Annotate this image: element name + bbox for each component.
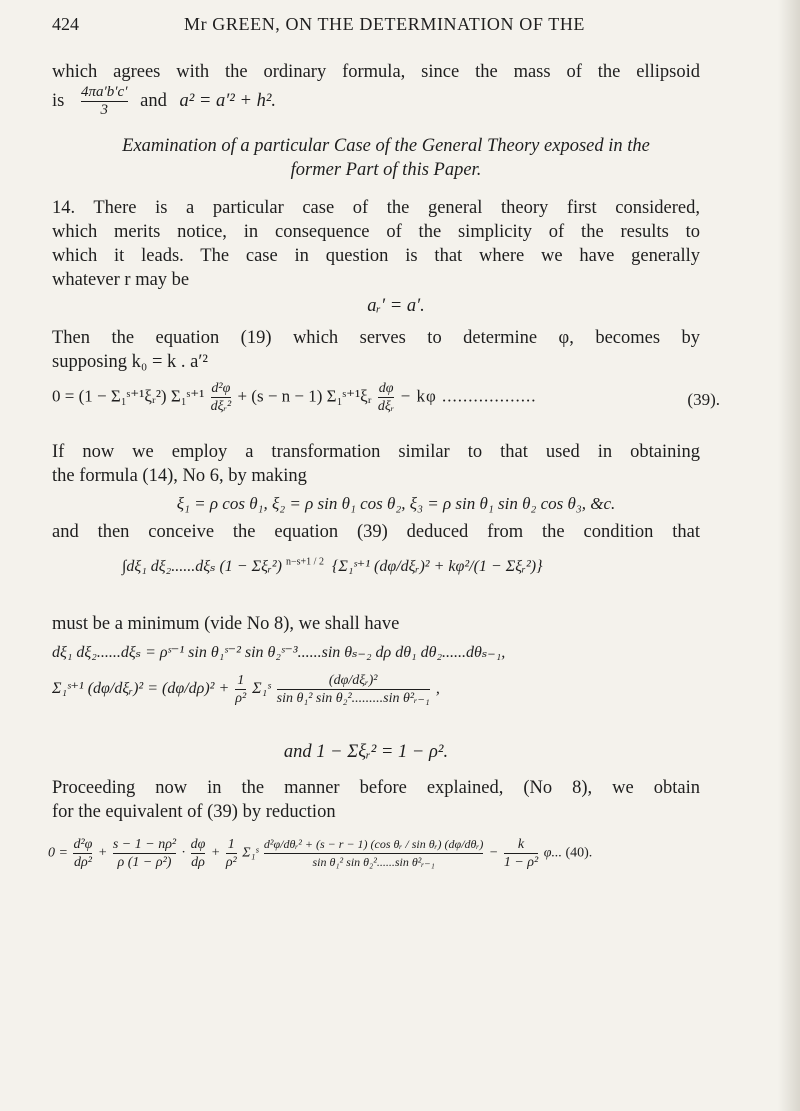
- eq40-t2: [113, 836, 176, 871]
- eq39-frac2-num: dφ: [378, 381, 394, 396]
- eq40-start: 0 =: [48, 845, 68, 861]
- grad-num: (dφ/dξᵣ)²: [328, 673, 378, 688]
- mass-denominator: 3: [81, 101, 128, 119]
- eq39-frac1-num: d²φ: [211, 381, 231, 396]
- eq40-t2-den: ρ (1 − ρ²): [113, 853, 176, 871]
- eq40-minus: −: [488, 845, 499, 861]
- grad-coef-den: ρ²: [235, 691, 247, 706]
- eq40-t1-num: d²φ: [73, 837, 93, 852]
- grad-lhs: Σ₁ˢ⁺¹ (dφ/dξᵣ)² = (dφ/dρ)² +: [52, 680, 230, 698]
- eq40-number: (40).: [565, 845, 593, 861]
- transform-line1: If now we employ a transformation similar to that used in obtaining: [52, 442, 700, 462]
- eq40-plus2: +: [210, 845, 221, 861]
- eq40-t4-den: 1 − ρ²: [503, 855, 539, 870]
- para14-line2: which merits notice, in consequence of the simplicity of the results to: [52, 222, 700, 242]
- transform-line3: and then conceive the equation (39) deduced from the condition that: [52, 522, 700, 542]
- eq40-t1: [73, 836, 92, 871]
- eq40-big-fraction: [264, 836, 483, 871]
- eq40-t2b: [191, 836, 206, 871]
- substitution-equations: ξ₁ = ρ cos θ₁, ξ₂ = ρ sin θ₁ cos θ₂, ξ₃ = ρ sin θ₁ sin θ₂ cos θ₃, &c.: [176, 494, 616, 513]
- equation-39: [52, 380, 720, 420]
- eq40-t1-den: dρ²: [73, 855, 92, 870]
- grad-sum: Σ₁ˢ: [252, 680, 271, 698]
- para14-line1: 14. There is a particular case of the general theory first considered,: [52, 198, 700, 218]
- eq40-dot: ·: [181, 845, 186, 861]
- eq39-frac1: [211, 380, 232, 415]
- integral-brace: {Σ₁ˢ⁺¹ (dφ/dξᵣ)² + kφ²/(1 − Σξᵣ²)}: [331, 558, 543, 575]
- gradient-equation: [52, 672, 720, 722]
- grad-coef: [235, 672, 246, 707]
- then-line1: Then the equation (19) which serves to determine φ, becomes by: [52, 328, 700, 348]
- mass-formula-line: [52, 84, 700, 118]
- eq40-sum: Σ₁ˢ: [242, 845, 259, 861]
- eq39-lhs: 0 = (1 − Σ₁ˢ⁺¹ξᵣ²) Σ₁ˢ⁺¹: [52, 386, 205, 406]
- eq40-t2-num: s − 1 − nρ²: [112, 837, 177, 852]
- eq40-t4: [504, 836, 538, 871]
- grad-fraction: [277, 672, 430, 707]
- and-word: and: [140, 90, 167, 111]
- eq39-tail: − kφ ..................: [400, 386, 537, 406]
- eq40-plus1: +: [97, 845, 108, 861]
- page-edge-shadow: [778, 0, 800, 1111]
- proceed-line2: for the equivalent of (39) by reduction: [52, 802, 336, 822]
- mass-numerator: 4πa′b′c′: [80, 84, 128, 100]
- integral-expression: ∫dξ₁ dξ₂......dξₛ (1 − Σξᵣ²): [122, 558, 282, 575]
- eq39-frac2-den: dξᵣ: [377, 399, 395, 414]
- minimum-line: must be a minimum (vide No 8), we shall have: [52, 614, 400, 634]
- eq40-t3-den: ρ²: [225, 855, 237, 870]
- grad-coef-num: 1: [237, 673, 245, 688]
- equation-ar: aᵣ′ = a′.: [367, 296, 425, 316]
- equation-40: [48, 836, 776, 896]
- proceed-line1: Proceeding now in the manner before explained, (No 8), we obtain: [52, 778, 700, 798]
- integral-exponent: n−s+1 / 2: [286, 556, 324, 568]
- eq40-big-num: d²φ/dθᵣ² + (s − r − 1) (cos θᵣ / sin θᵣ) (dφ/dθᵣ): [263, 837, 484, 851]
- para14-line4: whatever r may be: [52, 270, 190, 290]
- running-header: [52, 14, 740, 38]
- page-number: 424: [52, 14, 79, 34]
- intro-line: which agrees with the ordinary formula, since the mass of the ellipsoid: [52, 62, 700, 82]
- eq40-tail: φ...: [543, 845, 562, 861]
- eq39-frac1-den: dξᵣ²: [210, 399, 232, 414]
- eq40-big-den: sin θ₁² sin θ₂²......sin θ²ᵣ₋₁: [264, 853, 483, 871]
- radius-relation: a² = a′² + h².: [179, 90, 276, 111]
- eq39-mid: + (s − n − 1) Σ₁ˢ⁺¹ξᵣ: [237, 386, 372, 406]
- grad-den: sin θ₁² sin θ₂².........sin θ²ᵣ₋₁: [276, 691, 430, 706]
- is-word: is: [52, 90, 65, 111]
- section-title-line2: former Part of this Paper.: [290, 160, 482, 180]
- running-head-title: Mr GREEN, ON THE DETERMINATION OF THE: [184, 14, 586, 34]
- eq40-t3: [226, 836, 237, 871]
- eq39-frac2: [378, 380, 394, 415]
- eq40-t2b-num: dφ: [190, 837, 206, 852]
- then-line2: supposing k₀ = k . a′²: [52, 352, 208, 372]
- eq39-number: (39).: [687, 390, 720, 409]
- eq40-t2b-den: dρ: [191, 855, 205, 870]
- eq40-t4-num: k: [517, 837, 525, 852]
- mass-fraction: [81, 84, 128, 119]
- volume-element-equation: dξ₁ dξ₂......dξₛ = ρˢ⁻¹ sin θ₁ˢ⁻² sin θ₂ˢ⁻³......sin θₛ₋₂ dρ dθ₁ dθ₂......dθₛ₋₁,: [52, 644, 506, 661]
- grad-end: ,: [435, 680, 440, 698]
- eq40-t3-num: 1: [227, 837, 235, 852]
- transform-line2: the formula (14), No 6, by making: [52, 466, 307, 486]
- and-equation: and 1 − Σξᵣ² = 1 − ρ².: [283, 742, 449, 762]
- minimum-integral: [52, 556, 720, 596]
- section-title-line1: Examination of a particular Case of the General Theory exposed in the: [122, 136, 650, 156]
- para14-line3: which it leads. The case in question is that where we have generally: [52, 246, 700, 266]
